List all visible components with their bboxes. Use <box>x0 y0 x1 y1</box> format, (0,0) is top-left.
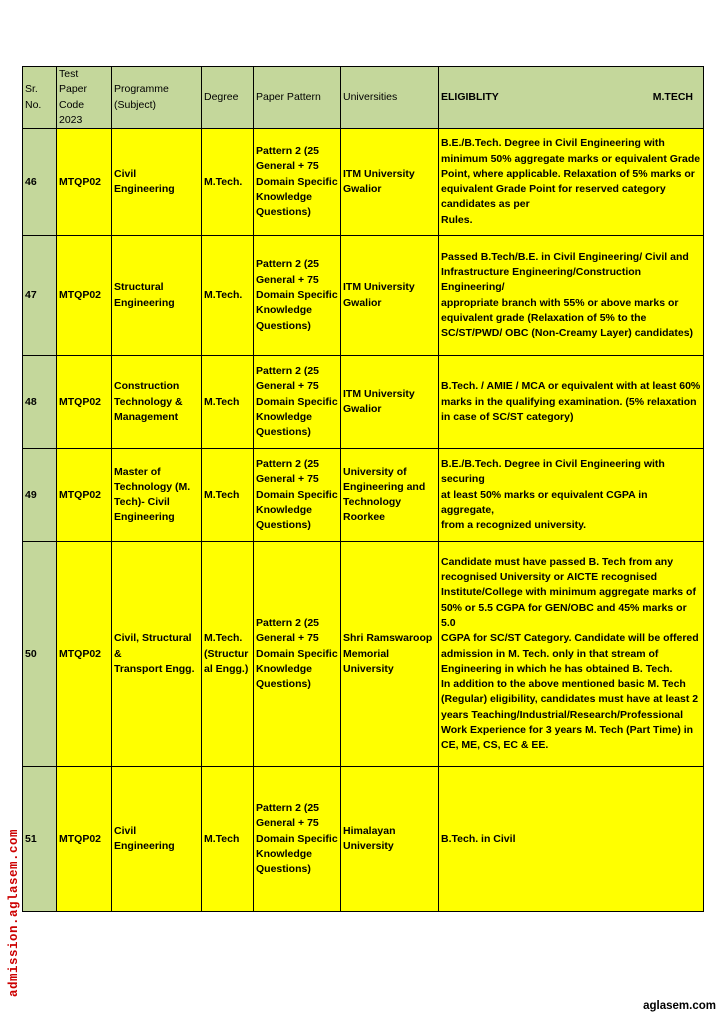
cell-degree: M.Tech <box>202 356 254 449</box>
cell-programme: Structural Engineering <box>112 236 202 356</box>
table-row <box>23 129 704 236</box>
cell-eligibility: B.E./B.Tech. Degree in Civil Engineering with securing at least 50% marks or equivalent CGPA in aggregate, from a recognized university. <box>439 449 704 542</box>
cell-programme: Construction Technology & Management <box>112 356 202 449</box>
table-row <box>23 236 704 356</box>
cell-degree: M.Tech <box>202 767 254 912</box>
header-eligibility-label: ELIGIBLITY <box>441 90 499 103</box>
cell-eligibility: B.E./B.Tech. Degree in Civil Engineering with minimum 50% aggregate marks or equivalent Grade Point, where applicable. Relaxation of 5% marks or equivalent Grade Point for reserved category candidates as per Rules. <box>439 129 704 236</box>
cell-programme: Civil Engineering <box>112 129 202 236</box>
cell-university: ITM University Gwalior <box>341 236 439 356</box>
cell-degree: M.Tech. (Structur al Engg.) <box>202 542 254 767</box>
eligibility-table <box>22 66 704 912</box>
table-row <box>23 356 704 449</box>
cell-code: MTQP02 <box>57 767 112 912</box>
cell-code: MTQP02 <box>57 542 112 767</box>
cell-programme: Master of Technology (M. Tech)- Civil Engineering <box>112 449 202 542</box>
header-programme: Programme (Subject) <box>112 67 202 129</box>
cell-pattern: Pattern 2 (25 General + 75 Domain Specific Knowledge Questions) <box>254 449 341 542</box>
cell-eligibility: Candidate must have passed B. Tech from any recognised University or AICTE recognised Institute/College with minimum aggregate marks of 50% or 5.5 CGPA for GEN/OBC and 45% marks or 5.0 CGPA for SC/ST Category. Candidate will be offered admission in M. Tech. only in that stream of Engineering in which he has obtained B. Tech. In addition to the above mentioned basic M. Tech (Regular) eligibility, candidates must have at least 2 years Teaching/Industrial/Research/Professional Work Experience for 3 years M. Tech (Part Time) in CE, ME, CS, EC & EE. <box>439 542 704 767</box>
header-universities: Universities <box>341 67 439 129</box>
cell-code: MTQP02 <box>57 129 112 236</box>
cell-programme: Civil, Structural & Transport Engg. <box>112 542 202 767</box>
table-row <box>23 542 704 767</box>
cell-university: Himalayan University <box>341 767 439 912</box>
watermark-text: admission.aglasem.com <box>7 828 21 997</box>
cell-degree: M.Tech. <box>202 129 254 236</box>
table-header-row <box>23 67 704 129</box>
header-paper-pattern: Paper Pattern <box>254 67 341 129</box>
cell-eligibility: Passed B.Tech/B.E. in Civil Engineering/ Civil and Infrastructure Engineering/Construction Engineering/ appropriate branch with 55% or above marks or equivalent grade (Relaxation of 5% to the SC/ST/PWD/ OBC (Non-Creamy Layer) candidates) <box>439 236 704 356</box>
cell-university: University of Engineering and Technology Roorkee <box>341 449 439 542</box>
cell-programme: Civil Engineering <box>112 767 202 912</box>
header-mtech-label: M.TECH <box>652 90 693 103</box>
footer-site-label: aglasem.com <box>643 1000 716 1012</box>
cell-eligibility: B.Tech. / AMIE / MCA or equivalent with at least 60% marks in the qualifying examination. (5% relaxation in case of SC/ST category) <box>439 356 704 449</box>
cell-sr: 48 <box>23 356 57 449</box>
cell-code: MTQP02 <box>57 449 112 542</box>
cell-university: ITM University Gwalior <box>341 356 439 449</box>
cell-sr: 50 <box>23 542 57 767</box>
cell-university: ITM University Gwalior <box>341 129 439 236</box>
header-test-paper-code: Test Paper Code 2023 <box>57 67 112 129</box>
table-row <box>23 449 704 542</box>
cell-code: MTQP02 <box>57 356 112 449</box>
cell-pattern: Pattern 2 (25 General + 75 Domain Specific Knowledge Questions) <box>254 767 341 912</box>
cell-degree: M.Tech <box>202 449 254 542</box>
cell-sr: 46 <box>23 129 57 236</box>
cell-pattern: Pattern 2 (25 General + 75 Domain Specific Knowledge Questions) <box>254 236 341 356</box>
cell-pattern: Pattern 2 (25 General + 75 Domain Specific Knowledge Questions) <box>254 129 341 236</box>
cell-pattern: Pattern 2 (25 General + 75 Domain Specific Knowledge Questions) <box>254 542 341 767</box>
cell-sr: 51 <box>23 767 57 912</box>
cell-pattern: Pattern 2 (25 General + 75 Domain Specific Knowledge Questions) <box>254 356 341 449</box>
header-degree: Degree <box>202 67 254 129</box>
header-eligibility <box>439 67 704 129</box>
cell-university: Shri Ramswaroop Memorial University <box>341 542 439 767</box>
cell-code: MTQP02 <box>57 236 112 356</box>
cell-eligibility: B.Tech. in Civil <box>439 767 704 912</box>
header-sr-no: Sr. No. <box>23 67 57 129</box>
cell-sr: 47 <box>23 236 57 356</box>
cell-sr: 49 <box>23 449 57 542</box>
table-row <box>23 767 704 912</box>
cell-degree: M.Tech. <box>202 236 254 356</box>
